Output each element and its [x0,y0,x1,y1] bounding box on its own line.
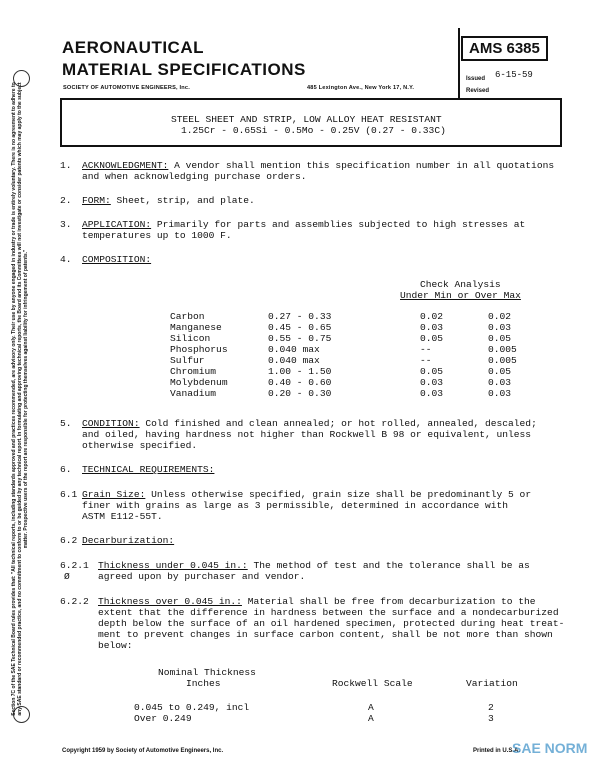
sec61-num: 6.1 [60,489,78,500]
check-analysis-header: Check Analysis [420,279,501,290]
sec61-heading: Grain Size: [82,489,146,500]
sec5-num: 5. [60,418,72,429]
sec1-num: 1. [60,160,72,171]
comp-over: 0.03 [488,388,512,399]
comp-under: 0.02 [420,311,444,322]
spec-title-line2: 1.25Cr - 0.65Si - 0.5Mo - 0.25V (0.27 - 0.33C) [181,125,446,136]
thick-inches: Over 0.249 [134,713,192,724]
sec3-line2: temperatures up to 1000 F. [82,230,232,241]
revised-label: Revised [466,88,490,94]
sec4-heading: COMPOSITION: [82,254,152,265]
under-over-text: Under Min or Over Max [400,290,521,301]
sec5-heading: CONDITION: [82,418,140,429]
sec2-text [82,195,255,206]
sec61-line1: Unless otherwise specified, grain size shall be predominantly 5 or [145,489,532,500]
issued-value: 6-15-59 [495,70,533,80]
sec622-line1: Material shall be free from decarburization to the [241,596,536,607]
sec5-text [82,418,537,429]
header-society: SOCIETY OF AUTOMOTIVE ENGINEERS, Inc. [63,85,190,91]
header-title-line2: MATERIAL SPECIFICATIONS [62,60,306,79]
comp-over: 0.05 [488,366,512,377]
sec621-line2: agreed upon by purchaser and vendor. [98,571,306,582]
comp-range: 0.45 - 0.65 [268,322,332,333]
sec3-line1: Primarily for parts and assemblies subjected to high stresses at [151,219,526,230]
header-rule-right [458,28,460,98]
comp-range: 0.40 - 0.60 [268,377,332,388]
header-address: 485 Lexington Ave., New York 17, N.Y. [307,85,415,91]
thick-inches: 0.045 to 0.249, incl [134,702,250,713]
sec621-heading: Thickness under 0.045 in.: [98,560,248,571]
thick-col-header-1: Nominal Thickness [158,667,256,678]
sec622-line4: ment to prevent changes in surface carbon content, shall be not more than shown [98,629,553,640]
sec1-text [82,160,554,171]
side-legal-note: Section 7C of the SAE Technical Board rules provides that: "All technical reports, including standards approved and practices recommended, are advisory only. Their use by anyone engaged in industry or trade is entirely voluntary. There is no agreement to adhere to any SAE standard or recommended practice, and no commitment to conform to or be guided by any technical report. In formulating and approving technical reports, the Board and its Committees will not investigate or consider patents which may apply to the subject matter. Prospective users of the report are responsible for protecting themselves against liability for infringement of patents." [11,82,29,716]
sec622-line5: below: [98,640,133,651]
comp-range: 0.20 - 0.30 [268,388,332,399]
comp-element: Sulfur [170,355,205,366]
comp-element: Chromium [170,366,217,377]
comp-over: 0.005 [488,355,517,366]
comp-range: 0.55 - 0.75 [268,333,332,344]
thick-col-header-2: Inches [186,678,221,689]
title-rule-bottom [60,145,562,147]
title-rule-left [60,98,62,146]
sec1-heading: ACKNOWLEDGMENT: [82,160,169,171]
header-title-line1: AERONAUTICAL [62,38,204,57]
thick-variation: 2 [488,702,494,713]
sec3-text [82,219,525,230]
sec621-num: 6.2.1 [60,560,89,571]
comp-element: Silicon [170,333,211,344]
under-over-header [400,290,521,301]
thick-col-header-3: Rockwell Scale [332,678,413,689]
comp-element: Vanadium [170,388,217,399]
sec61-text [82,489,531,500]
comp-under: -- [420,344,432,355]
sec621-text [98,560,530,571]
comp-element: Phosphorus [170,344,228,355]
sec1-line1: A vendor shall mention this specification number in all quotations [168,160,555,171]
copyright: Copyright 1959 by Society of Automotive Engineers, Inc. [62,748,224,754]
sec622-heading: Thickness over 0.045 in.: [98,596,242,607]
sec5-line1: Cold finished and clean annealed; or hot rolled, annealed, descaled; [139,418,537,429]
comp-over: 0.005 [488,344,517,355]
thick-scale: A [368,713,374,724]
sec3-heading: APPLICATION: [82,219,152,230]
comp-over: 0.03 [488,377,512,388]
comp-range: 0.27 - 0.33 [268,311,332,322]
sec2-heading: FORM: [82,195,111,206]
comp-over: 0.02 [488,311,512,322]
spec-title-line1: STEEL SHEET AND STRIP, LOW ALLOY HEAT RESISTANT [171,114,442,125]
thick-col-header-4: Variation [466,678,518,689]
issued-label: Issued [466,76,486,82]
comp-under: 0.03 [420,388,444,399]
comp-element: Molybdenum [170,377,228,388]
ams-number: AMS 6385 [461,36,548,61]
sec61-line2: finer with grains as large as 3 permissible, determined in accordance with [82,500,509,511]
sec5-line3: otherwise specified. [82,440,198,451]
comp-range: 0.040 max [268,355,320,366]
sec62-heading: Decarburization: [82,535,175,546]
sec621-line1: The method of test and the tolerance shall be as [247,560,530,571]
comp-over: 0.05 [488,333,512,344]
sec6-num: 6. [60,464,72,475]
comp-under: -- [420,355,432,366]
thick-variation: 3 [488,713,494,724]
sec622-line2: extent that the difference in hardness between the surface and a nondecarburized [98,607,559,618]
comp-range: 0.040 max [268,344,320,355]
comp-range: 1.00 - 1.50 [268,366,332,377]
comp-under: 0.03 [420,377,444,388]
header-rule-bottom [60,98,562,100]
comp-element: Manganese [170,322,222,333]
sec4-num: 4. [60,254,72,265]
sec62-num: 6.2 [60,535,78,546]
watermark: SAE NORM [512,740,588,756]
comp-under: 0.05 [420,366,444,377]
sec622-line3: depth below the surface of an oil hardened specimen, protected during heat treat- [98,618,565,629]
sec622-text [98,596,536,607]
sec2-line1: Sheet, strip, and plate. [110,195,255,206]
sec61-line3: ASTM E112-55T. [82,511,163,522]
comp-under: 0.03 [420,322,444,333]
thick-scale: A [368,702,374,713]
sec1-line2: and when acknowledging purchase orders. [82,171,307,182]
comp-over: 0.03 [488,322,512,333]
comp-element: Carbon [170,311,205,322]
sec621-mark: Ø [64,571,70,582]
sec6-heading: TECHNICAL REQUIREMENTS: [82,464,215,475]
comp-under: 0.05 [420,333,444,344]
sec622-num: 6.2.2 [60,596,89,607]
sec3-num: 3. [60,219,72,230]
sec5-line2: and oiled, having hardness not higher than Rockwell B 98 or equivalent, unless [82,429,532,440]
title-rule-right [560,98,562,146]
sec2-num: 2. [60,195,72,206]
printed-in: Printed in U.S.A. [473,748,521,754]
